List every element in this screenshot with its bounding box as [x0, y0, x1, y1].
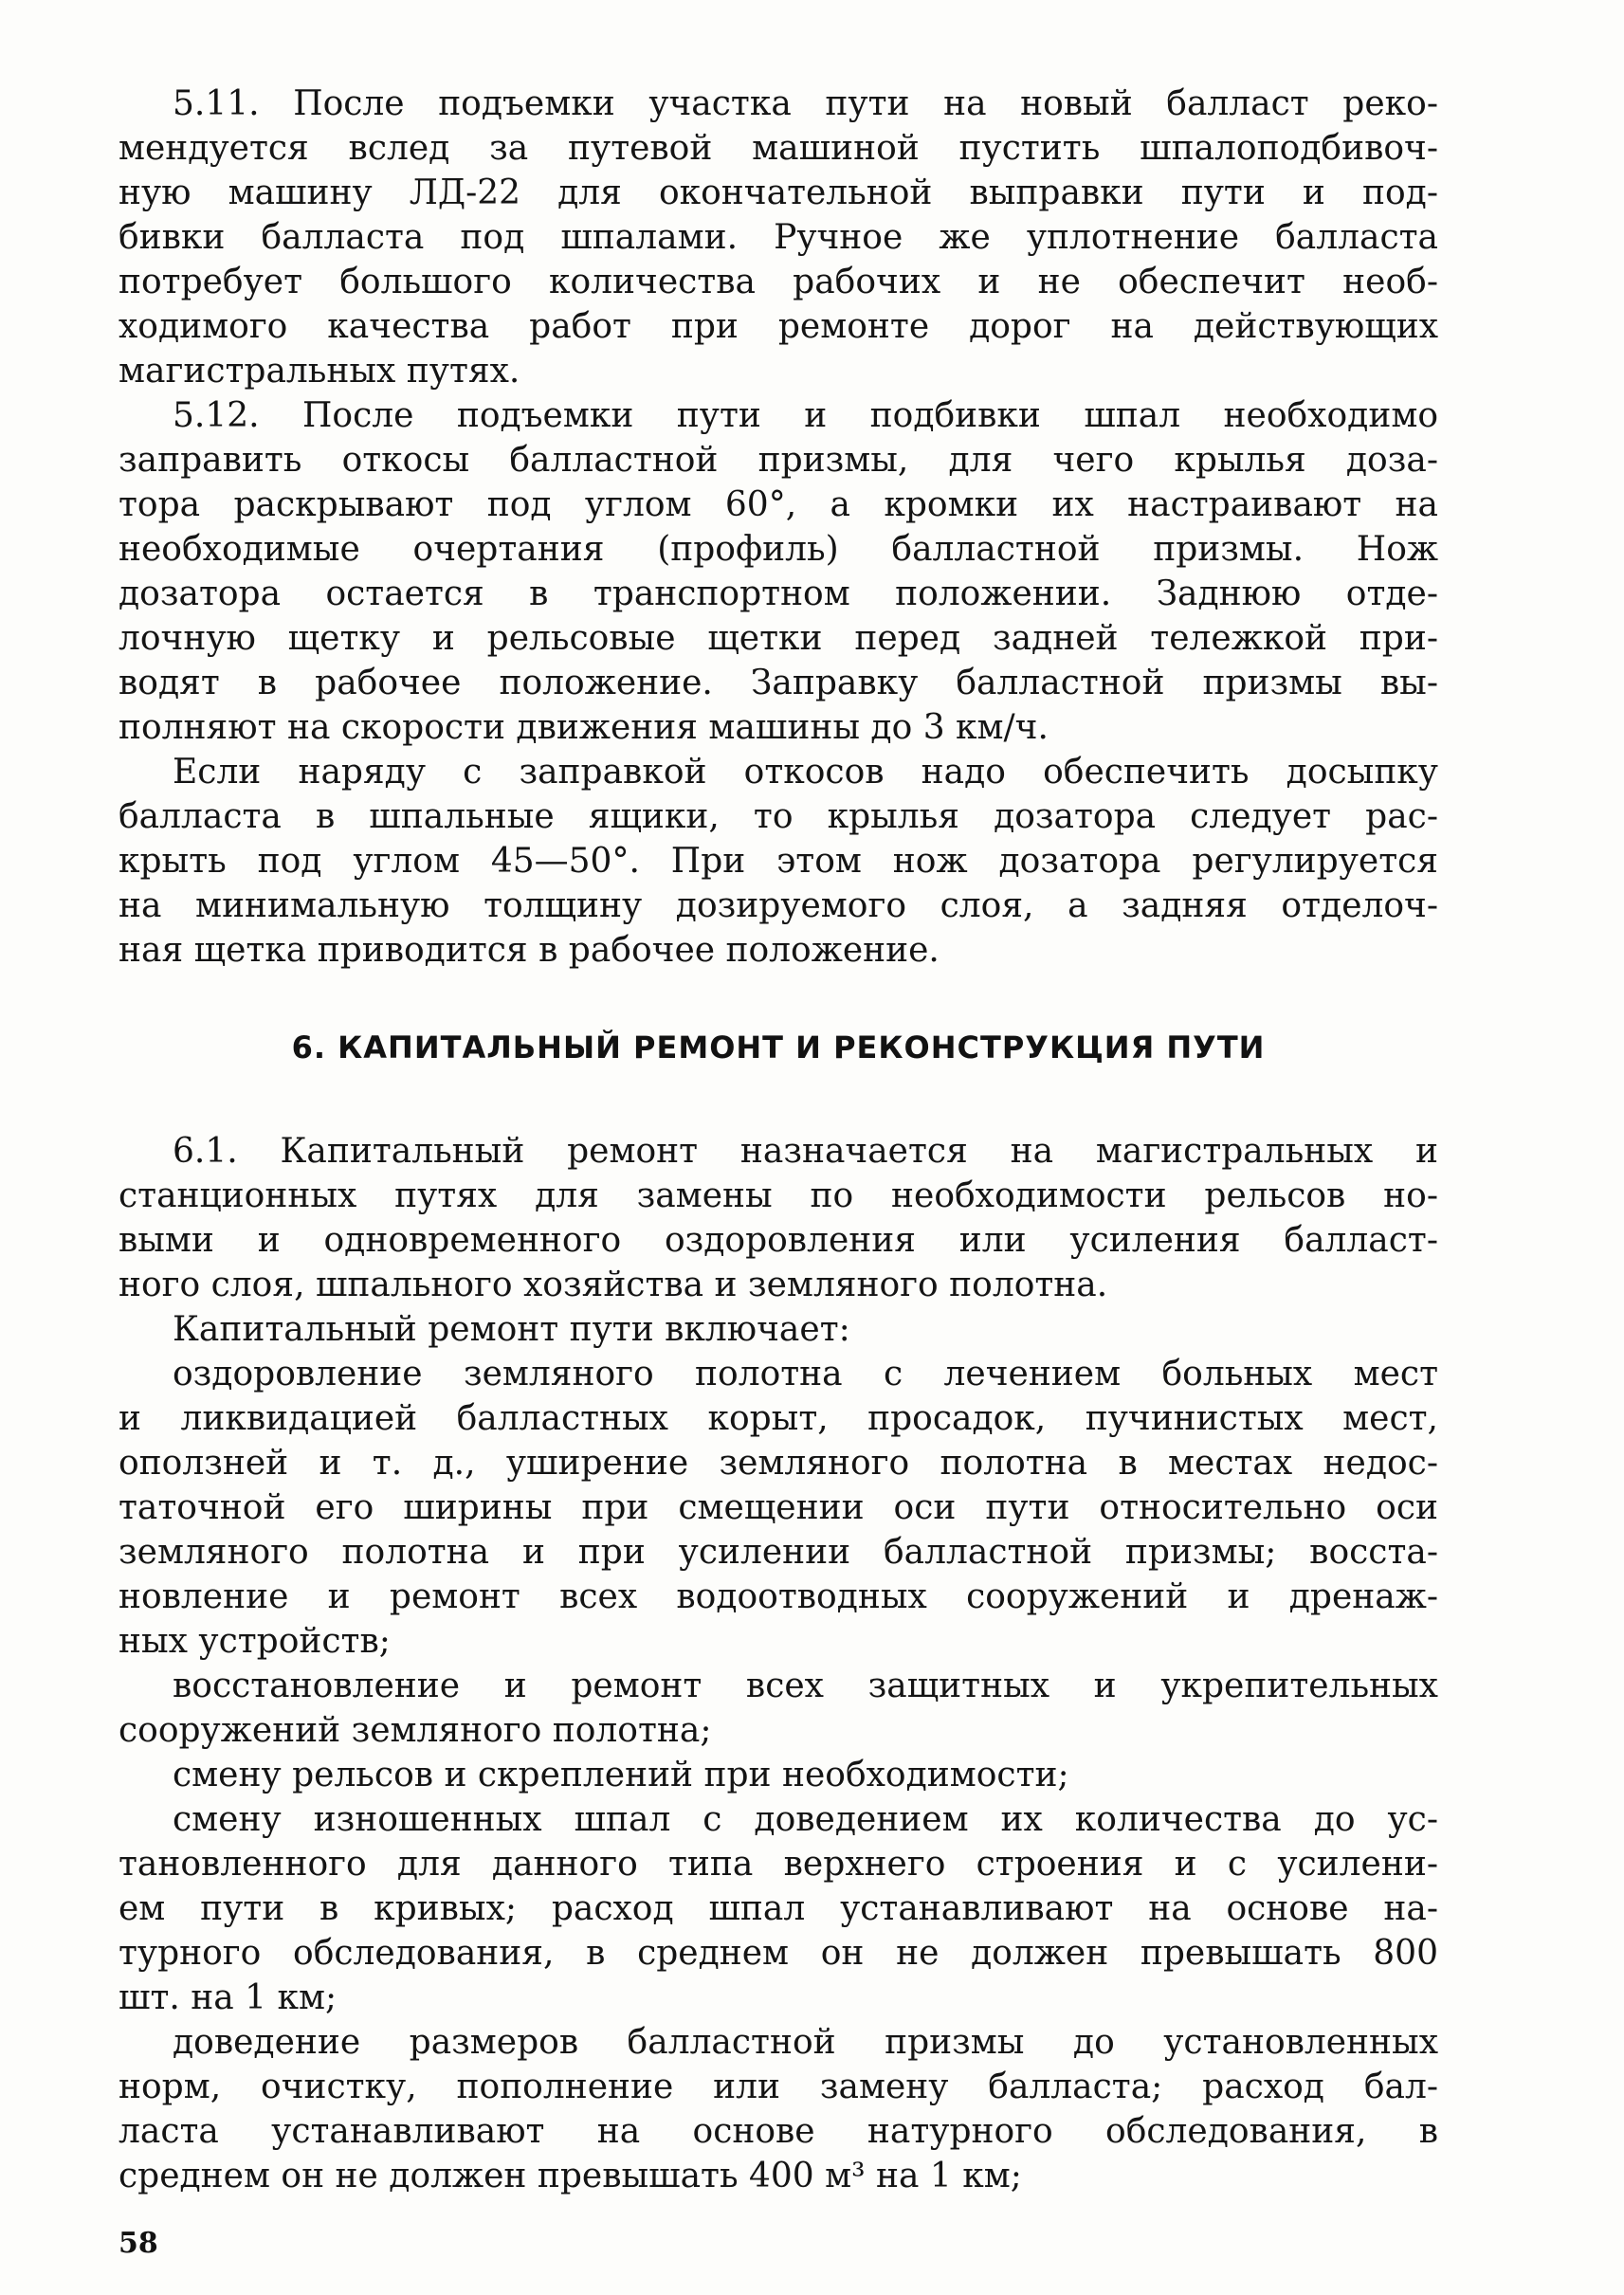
text-line: водят в рабочее положение. Заправку балластной призмы вы- — [119, 664, 1438, 702]
page-number: 58 — [119, 2227, 158, 2260]
text-line: станционных путях для замены по необходимости рельсов но- — [119, 1176, 1438, 1215]
text-line: ного слоя, шпального хозяйства и земляного полотна. — [119, 1266, 1108, 1304]
text-line: смену изношенных шпал с доведением их количества до ус- — [173, 1800, 1438, 1839]
text-line: Капитальный ремонт пути включает: — [173, 1310, 850, 1349]
text-line: ходимого качества работ при ремонте дорог на действующих — [119, 307, 1438, 346]
text-line: турного обследования, в среднем он не должен превышать 800 — [119, 1934, 1438, 1973]
text-line: ем пути в кривых; расход шпал устанавливают на основе на- — [119, 1889, 1438, 1928]
text-line: дозатора остается в транспортном положении. Заднюю отде- — [119, 574, 1438, 613]
text-line: ная щетка приводится в рабочее положение. — [119, 931, 940, 970]
text-line: необходимые очертания (профиль) балластной призмы. Нож — [119, 530, 1438, 569]
text-line: шт. на 1 км; — [119, 1978, 338, 2017]
text-line: крыть под углом 45—50°. При этом нож дозатора регулируется — [119, 842, 1438, 881]
text-line: и ликвидацией балластных корыт, просадок, пучинистых мест, — [119, 1399, 1438, 1438]
text-line: балласта в шпальные ящики, то крылья дозатора следует рас- — [119, 797, 1438, 836]
text-line: потребует большого количества рабочих и не обеспечит необ- — [119, 263, 1438, 301]
text-line: на минимальную толщину дозируемого слоя, а задняя отделоч- — [119, 886, 1438, 925]
paragraph-dosypka — [119, 750, 1438, 973]
paragraph-5-12 — [119, 393, 1438, 750]
text-line: ную машину ЛД-22 для окончательной выправки пути и под- — [119, 173, 1438, 212]
text-line: ласта устанавливают на основе натурного обследования, в — [119, 2112, 1438, 2151]
text-line: норм, очистку, пополнение или замену балласта; расход бал- — [119, 2067, 1438, 2106]
text-line: оползней и т. д., уширение земляного полотна в местах недос- — [119, 1444, 1438, 1483]
text-line: 6.1. Капитальный ремонт назначается на магистральных и — [173, 1132, 1438, 1171]
text-line: заправить откосы балластной призмы, для чего крылья доза- — [119, 441, 1438, 480]
paragraph-includes — [119, 1307, 1438, 1352]
text-line: среднем он не должен превышать 400 м³ на 1 км; — [119, 2157, 1022, 2195]
list-item-zemlyanoe-polotno — [119, 1352, 1438, 1664]
text-line: сооружений земляного полотна; — [119, 1711, 712, 1750]
text-line: смену рельсов и скреплений при необходимости; — [173, 1756, 1069, 1794]
text-line: ных устройств; — [119, 1622, 391, 1661]
text-line: оздоровление земляного полотна с лечением больных мест — [173, 1355, 1438, 1393]
text-line: 5.11. После подъемки участка пути на новый балласт реко- — [173, 84, 1438, 123]
text-line: выми и одновременного оздоровления или усиления балласт- — [119, 1221, 1438, 1260]
text-line: лочную щетку и рельсовые щетки перед задней тележкой при- — [119, 619, 1438, 658]
text-line: доведение размеров балластной призмы до установленных — [173, 2023, 1438, 2062]
paragraph-5-11 — [119, 82, 1438, 393]
paragraph-6-1 — [119, 1129, 1438, 1307]
section-heading: 6. КАПИТАЛЬНЫЙ РЕМОНТ И РЕКОНСТРУКЦИЯ ПУТИ — [291, 1029, 1266, 1066]
list-item-vosstanovlenie — [119, 1664, 1438, 1753]
text-line: Если наряду с заправкой откосов надо обеспечить досыпку — [173, 753, 1438, 792]
text-line: 5.12. После подъемки пути и подбивки шпал необходимо — [173, 396, 1438, 435]
text-line: мендуется вслед за путевой машиной пустить шпалоподбивоч- — [119, 129, 1438, 168]
list-item-smena-shpal — [119, 1797, 1438, 2020]
text-line: магистральных путях. — [119, 352, 520, 391]
text-line: восстановление и ремонт всех защитных и укрепительных — [173, 1667, 1438, 1705]
document-content — [119, 82, 1438, 2266]
text-line: полняют на скорости движения машины до 3 км/ч. — [119, 708, 1049, 747]
list-item-smena-relsov — [119, 1753, 1438, 1797]
text-line: тановленного для данного типа верхнего строения и с усилени- — [119, 1845, 1438, 1884]
text-line: новление и ремонт всех водоотводных сооружений и дренаж- — [119, 1577, 1438, 1616]
list-item-ballastnaya-prizma — [119, 2020, 1438, 2198]
text-line: бивки балласта под шпалами. Ручное же уплотнение балласта — [119, 218, 1438, 257]
text-line: земляного полотна и при усилении балластной призмы; восста- — [119, 1533, 1438, 1572]
text-line: таточной его ширины при смещении оси пути относительно оси — [119, 1488, 1438, 1527]
text-line: тора раскрывают под углом 60°, а кромки их настраивают на — [119, 485, 1438, 524]
